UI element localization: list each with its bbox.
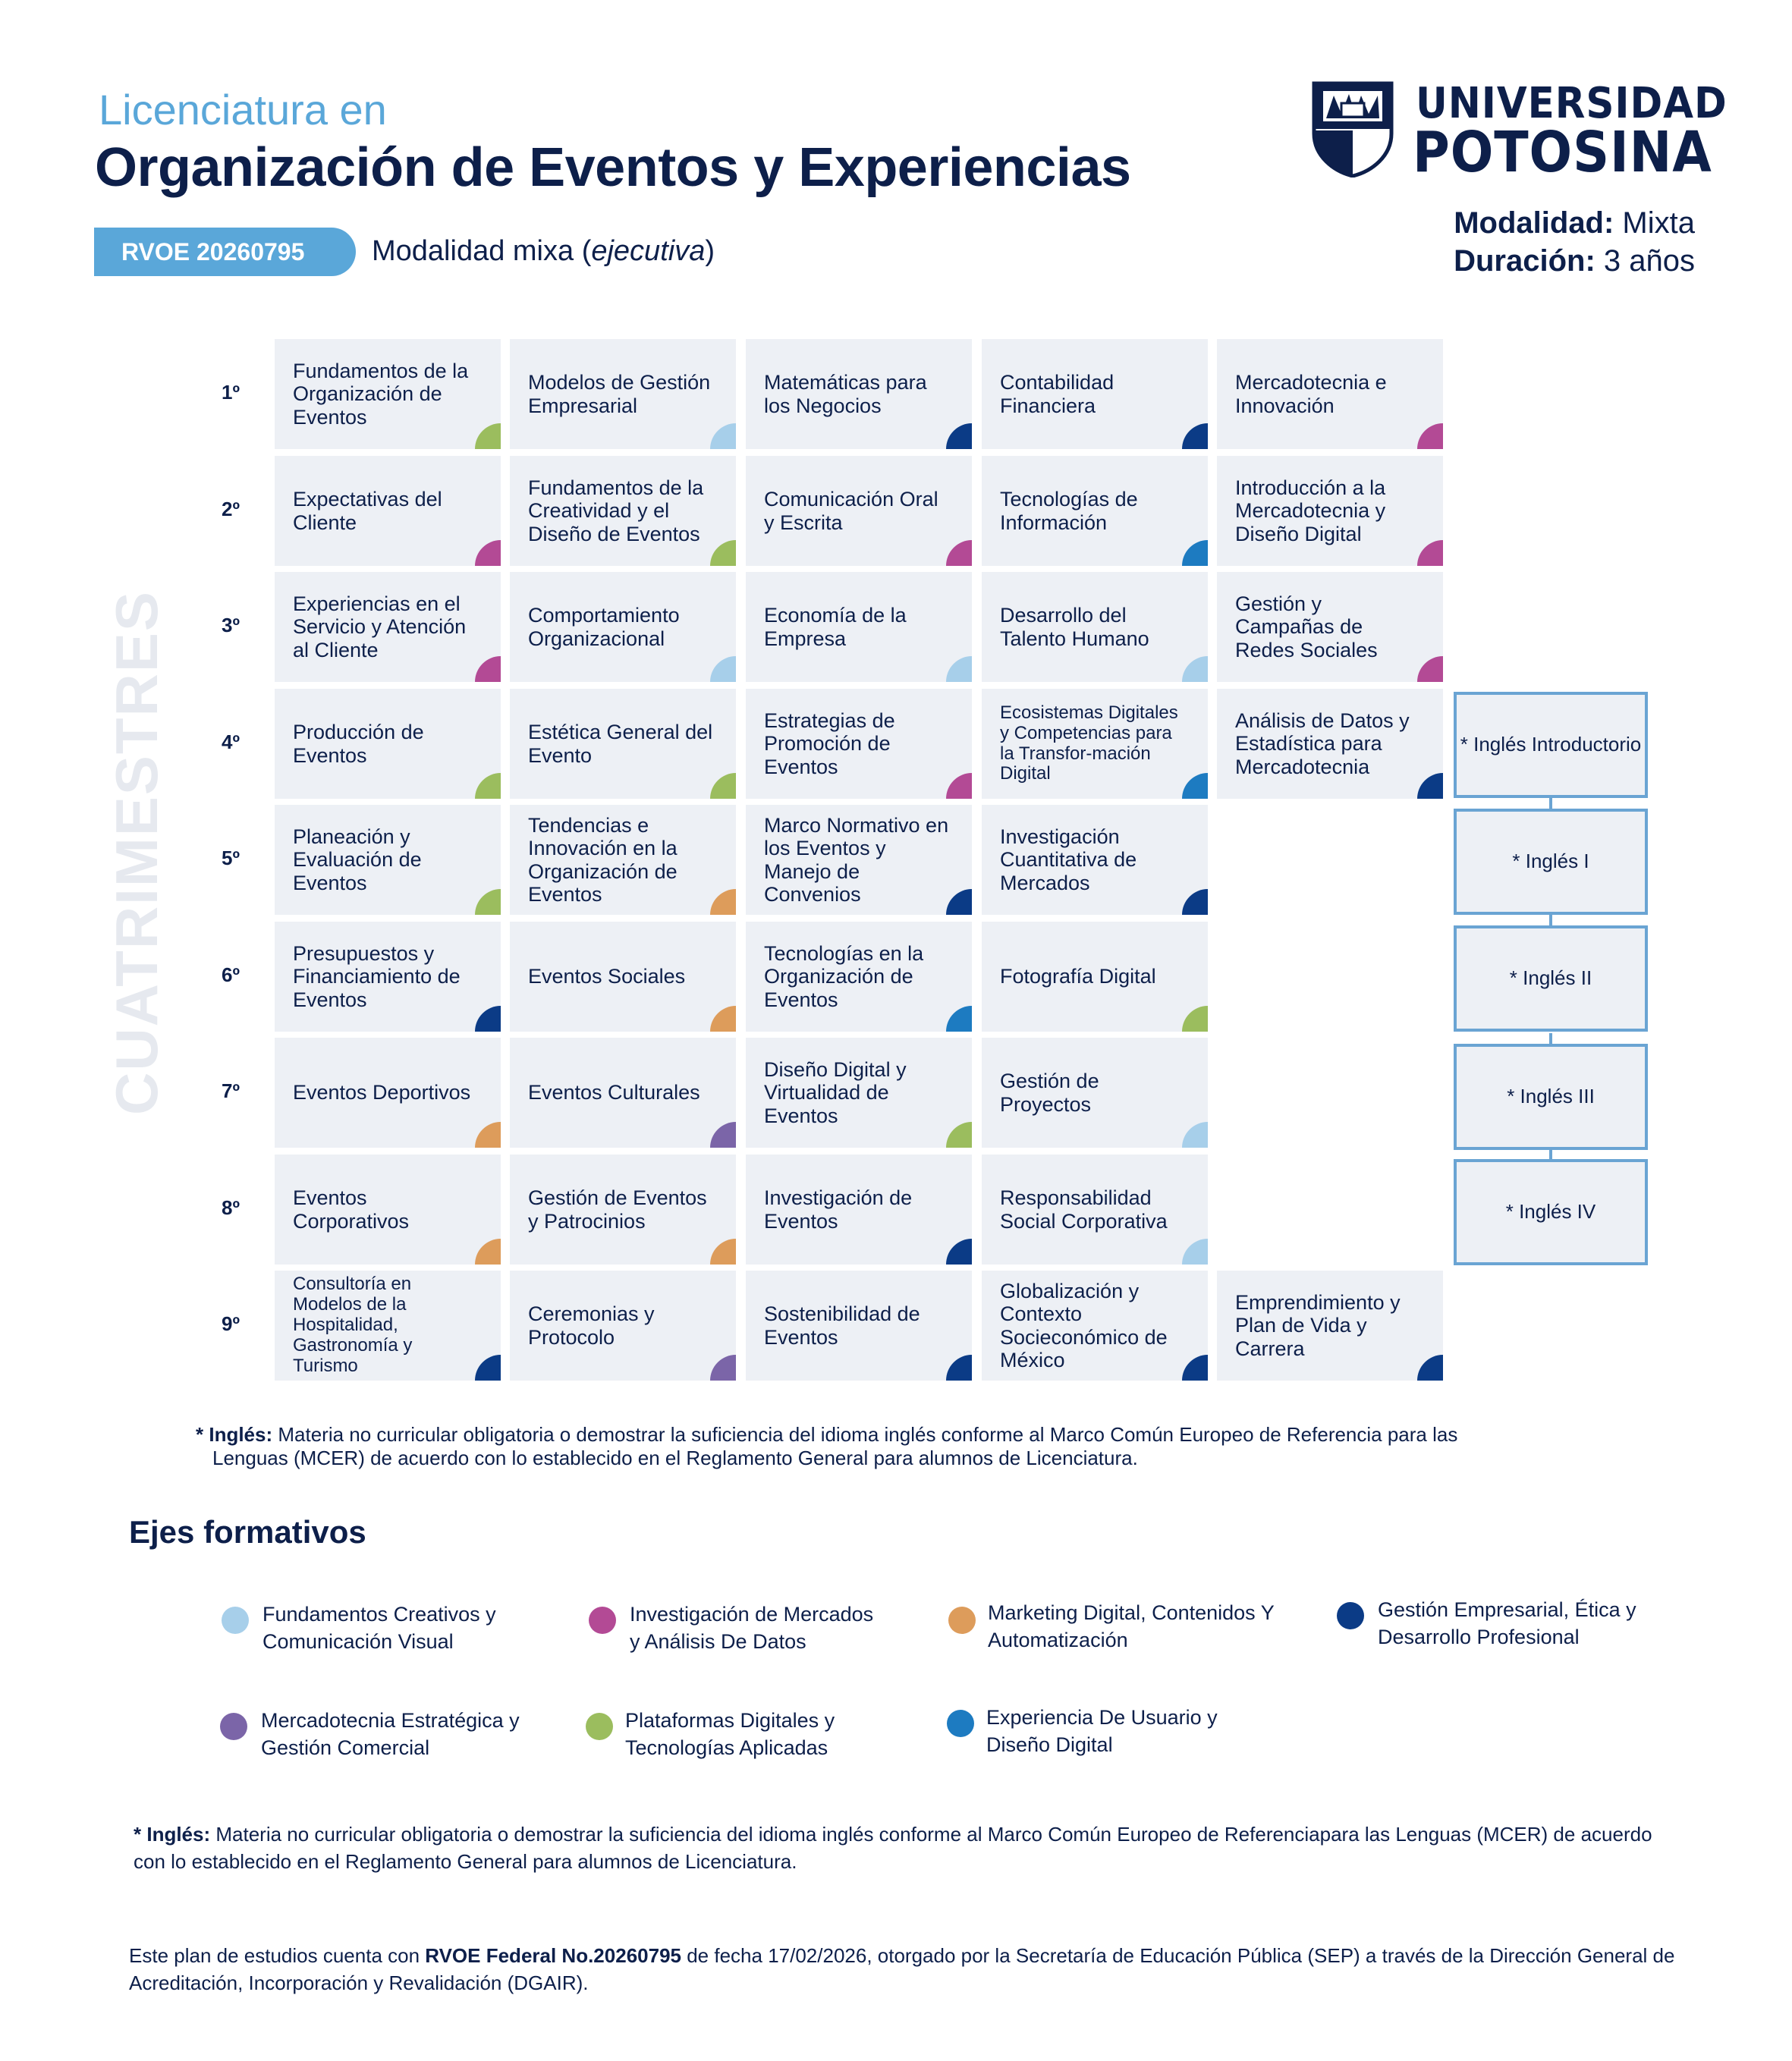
legend-dot — [947, 1710, 974, 1737]
subject-cell — [746, 456, 972, 566]
subject-name: Investigación Cuantitativa de Mercados — [1000, 825, 1137, 894]
subject-cell — [275, 572, 501, 682]
subject-cell — [746, 805, 972, 915]
subject-cell — [275, 922, 501, 1032]
info-modalidad-value: Mixta — [1614, 206, 1695, 240]
row-label: 6º — [222, 963, 240, 986]
subject-cell — [746, 922, 972, 1032]
subject-name: Eventos Deportivos — [293, 1081, 471, 1104]
logo-text-universidad: UNIVERSIDAD — [1416, 79, 1728, 128]
legend-label: Experiencia De Usuario y Diseño Digital — [986, 1706, 1218, 1757]
english-note-top — [196, 1423, 1637, 1470]
subject-name: Gestión de Eventos y Patrocinios — [528, 1186, 707, 1233]
footer-rvoe-text — [129, 1942, 1684, 1997]
row-label: 5º — [222, 847, 240, 869]
subject-cell — [746, 1155, 972, 1265]
rvoe-badge: RVOE 20260795 — [94, 228, 356, 276]
subject-name: Mercadotecnia e Innovación — [1235, 371, 1387, 417]
row-label: 4º — [222, 730, 240, 753]
subject-cell — [510, 689, 736, 799]
subject-name: Investigación de Eventos — [764, 1186, 913, 1233]
row-label: 9º — [222, 1312, 240, 1335]
subject-cell — [510, 1038, 736, 1148]
legend-dot — [589, 1607, 616, 1634]
subject-cell — [1217, 339, 1443, 449]
subject-cell — [746, 1038, 972, 1148]
subject-cell — [510, 339, 736, 449]
subject-name: Responsabilidad Social Corporativa — [1000, 1186, 1168, 1233]
subject-cell — [982, 1038, 1208, 1148]
footer-pre: Este plan de estudios cuenta con — [129, 1944, 426, 1967]
info-duracion — [1240, 244, 1695, 278]
row-label: 8º — [222, 1196, 240, 1219]
subject-cell — [1217, 689, 1443, 799]
legend-dot — [1337, 1602, 1364, 1629]
subject-name: Comportamiento Organizacional — [528, 604, 680, 650]
subject-name: Eventos Culturales — [528, 1081, 700, 1104]
subject-cell — [275, 339, 501, 449]
english-note-bottom — [134, 1821, 1681, 1876]
modalidad-italic: ejecutiva — [591, 235, 706, 267]
subject-cell — [275, 1155, 501, 1265]
subject-name: Desarrollo del Talento Humano — [1000, 604, 1149, 650]
modalidad-line — [372, 235, 715, 268]
subject-cell — [510, 1271, 736, 1381]
subject-name: Tendencias e Innovación en la Organización de Eventos — [528, 814, 678, 906]
legend-dot — [222, 1607, 249, 1634]
subject-cell — [275, 1038, 501, 1148]
subject-name: Sostenibilidad de Eventos — [764, 1302, 920, 1349]
subject-cell — [746, 1271, 972, 1381]
legend-label: Plataformas Digitales y Tecnologías Aplicadas — [625, 1709, 835, 1760]
subject-name: Planeación y Evaluación de Eventos — [293, 825, 422, 894]
subject-name: Ecosistemas Digitales y Competencias para la Transfor-mación Digital — [1000, 702, 1178, 784]
footer-post: de fecha 17/02/2026, otorgado por la Secretaría de Educación Pública (SEP) a través de la Dirección General de Acreditación, Incorporación y Revalidación (DGAIR). — [129, 1944, 1675, 1995]
english-note-bottom-label: * Inglés: — [134, 1823, 211, 1846]
subject-name: Eventos Sociales — [528, 965, 686, 988]
subject-name: Fundamentos de la Organización de Eventos — [293, 360, 469, 429]
legend-label: Gestión Empresarial, Ética y Desarrollo Profesional — [1378, 1598, 1636, 1649]
subject-cell — [982, 689, 1208, 799]
legend-dot — [586, 1713, 613, 1740]
english-2: * Inglés II — [1454, 925, 1648, 1032]
subject-cell — [1217, 1271, 1443, 1381]
english-note-top-text: Materia no curricular obligatoria o demostrar la suficiencia del idioma inglés conforme al Marco Común Europeo de Referencia para las — [272, 1423, 1458, 1446]
subject-name: Emprendimiento y Plan de Vida y Carrera — [1235, 1291, 1401, 1360]
subject-cell — [982, 572, 1208, 682]
subject-cell — [982, 456, 1208, 566]
subject-cell — [746, 689, 972, 799]
footer-rvoe-bold: RVOE Federal No.20260795 — [425, 1944, 681, 1967]
subject-cell — [982, 1155, 1208, 1265]
subject-name: Consultoría en Modelos de la Hospitalidad, Gastronomía y Turismo — [293, 1274, 413, 1376]
subject-name: Economía de la Empresa — [764, 604, 907, 650]
info-modalidad-label: Modalidad: — [1454, 206, 1614, 240]
subject-cell — [510, 572, 736, 682]
modalidad-text: Modalidad mixa ( — [372, 235, 592, 267]
subject-name: Comunicación Oral y Escrita — [764, 488, 938, 534]
subject-name: Estética General del Evento — [528, 721, 713, 767]
subject-cell — [982, 922, 1208, 1032]
english-note-bottom-text: Materia no curricular obligatoria o demostrar la suficiencia del idioma inglés conforme al Marco Común Europeo de Referenciapara las Lenguas (MCER) de acuerdo con lo establecido en el Reglamento General para alumnos de Licenciatura. — [134, 1823, 1652, 1874]
legend-label: Mercadotecnia Estratégica y Gestión Comercial — [261, 1709, 520, 1760]
subject-name: Introducción a la Mercadotecnia y Diseño Digital — [1235, 476, 1386, 545]
subject-name: Matemáticas para los Negocios — [764, 371, 927, 417]
subject-name: Ceremonias y Protocolo — [528, 1302, 655, 1349]
subject-name: Producción de Eventos — [293, 721, 424, 767]
english-introductorio: * Inglés Introductorio — [1454, 692, 1648, 798]
subject-name: Gestión de Proyectos — [1000, 1070, 1099, 1116]
subject-cell — [1217, 572, 1443, 682]
row-label: 2º — [222, 498, 240, 520]
subject-name: Presupuestos y Financiamiento de Eventos — [293, 942, 461, 1011]
subject-name: Estrategias de Promoción de Eventos — [764, 709, 895, 778]
title-prefix: Licenciatura en — [99, 86, 387, 134]
subject-cell — [1217, 456, 1443, 566]
modalidad-close: ) — [705, 235, 715, 267]
subject-cell — [746, 572, 972, 682]
subject-name: Análisis de Datos y Estadística para Mercadotecnia — [1235, 709, 1410, 778]
subject-cell — [275, 805, 501, 915]
english-note-top-label: * Inglés: — [196, 1423, 273, 1446]
subject-name: Gestión y Campañas de Redes Sociales — [1235, 592, 1378, 661]
subject-cell — [746, 339, 972, 449]
info-duracion-label: Duración: — [1454, 244, 1596, 278]
subject-name: Fundamentos de la Creatividad y el Diseño de Eventos — [528, 476, 704, 545]
legend-label: Fundamentos Creativos y Comunicación Visual — [263, 1603, 496, 1654]
shield-crest-icon — [1311, 80, 1394, 178]
english-1: * Inglés I — [1454, 809, 1648, 915]
subject-name: Tecnologías en la Organización de Eventos — [764, 942, 924, 1011]
subject-cell — [982, 1271, 1208, 1381]
subject-cell — [510, 456, 736, 566]
subject-cell — [982, 339, 1208, 449]
legend-dot — [948, 1607, 976, 1634]
english-note-top-text2: Lenguas (MCER) de acuerdo con lo establecido en el Reglamento General para alumnos de Licenciatura. — [212, 1447, 1138, 1470]
legend-dot — [220, 1713, 247, 1740]
subject-name: Marco Normativo en los Eventos y Manejo de Convenios — [764, 814, 949, 906]
ejes-title: Ejes formativos — [129, 1514, 366, 1550]
row-label: 3º — [222, 614, 240, 636]
subject-cell — [510, 922, 736, 1032]
subject-name: Contabilidad Financiera — [1000, 371, 1114, 417]
english-4: * Inglés IV — [1454, 1159, 1648, 1265]
logo-text-potosina: POTOSINA — [1413, 120, 1712, 185]
subject-cell — [510, 1155, 736, 1265]
subject-name: Tecnologías de Información — [1000, 488, 1138, 534]
subject-cell — [982, 805, 1208, 915]
subject-cell — [275, 1271, 501, 1381]
subject-cell — [275, 689, 501, 799]
row-label: 1º — [222, 381, 240, 404]
subject-name: Modelos de Gestión Empresarial — [528, 371, 711, 417]
page-title: Organización de Eventos y Experiencias — [95, 137, 1131, 198]
cuatrimestres-label: CUATRIMESTRES — [103, 590, 170, 1115]
subject-name: Eventos Corporativos — [293, 1186, 410, 1233]
subject-name: Diseño Digital y Virtualidad de Eventos — [764, 1058, 907, 1127]
info-duracion-value: 3 años — [1595, 244, 1695, 278]
subject-cell — [275, 456, 501, 566]
subject-name: Expectativas del Cliente — [293, 488, 442, 534]
subject-name: Globalización y Contexto Socieconómico de México — [1000, 1280, 1168, 1371]
legend-label: Marketing Digital, Contenidos Y Automatización — [988, 1601, 1275, 1652]
row-label: 7º — [222, 1079, 240, 1102]
english-3: * Inglés III — [1454, 1044, 1648, 1150]
subject-name: Fotografía Digital — [1000, 965, 1156, 988]
info-modalidad — [1240, 206, 1695, 240]
subject-cell — [510, 805, 736, 915]
legend-label: Investigación de Mercados y Análisis De Datos — [630, 1603, 874, 1654]
subject-name: Experiencias en el Servicio y Atención al Cliente — [293, 592, 467, 661]
